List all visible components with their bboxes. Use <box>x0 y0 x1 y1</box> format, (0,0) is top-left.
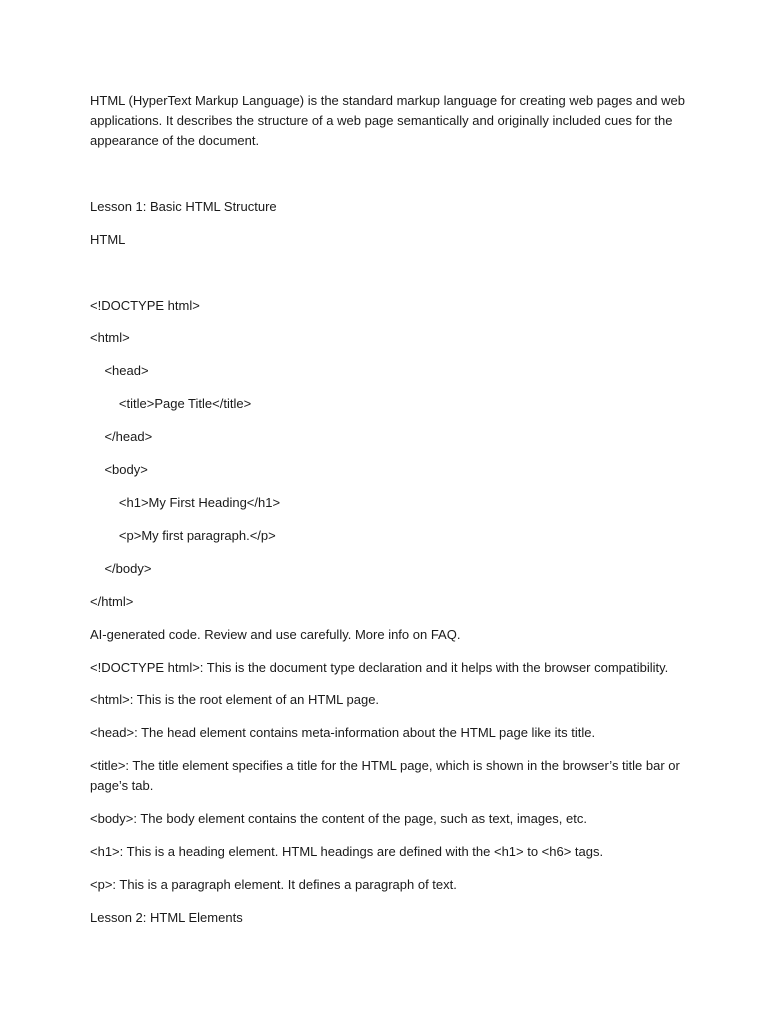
lesson-1-heading: Lesson 1: Basic HTML Structure <box>90 199 277 214</box>
explanation-p: <p>: This is a paragraph element. It defines a paragraph of text. <box>90 877 457 892</box>
code-line: <title>Page Title</title> <box>90 396 252 411</box>
explanation-doctype: <!DOCTYPE html>: This is the document type declaration and it helps with the browser compatibility. <box>90 660 669 675</box>
explanation-h1: <h1>: This is a heading element. HTML headings are defined with the <h1> to <h6> tags. <box>90 844 604 859</box>
explanation-head: <head>: The head element contains meta-information about the HTML page like its title. <box>90 725 596 740</box>
code-line: <html> <box>90 330 130 345</box>
code-line: </head> <box>90 429 153 444</box>
intro-paragraph: HTML (HyperText Markup Language) is the standard markup language for creating web pages and web applications. It describes the structure of a web page semantically and originally included cues for the appearance of the document. <box>90 93 689 148</box>
code-line: <h1>My First Heading</h1> <box>90 495 281 510</box>
code-line: <p>My first paragraph.</p> <box>90 528 276 543</box>
explanation-html: <html>: This is the root element of an HTML page. <box>90 692 380 707</box>
code-language-label: HTML <box>90 232 126 247</box>
explanation-body: <body>: The body element contains the content of the page, such as text, images, etc. <box>90 811 587 826</box>
code-line: </body> <box>90 561 152 576</box>
explanation-title: <title>: The title element specifies a title for the HTML page, which is shown in the browser’s title bar or page’s tab. <box>90 758 684 793</box>
code-line: </html> <box>90 594 134 609</box>
ai-generated-note: AI-generated code. Review and use carefully. More info on FAQ. <box>90 627 461 642</box>
code-line: <head> <box>90 363 149 378</box>
code-line: <body> <box>90 462 148 477</box>
code-line: <!DOCTYPE html> <box>90 298 200 313</box>
lesson-2-heading: Lesson 2: HTML Elements <box>90 910 243 925</box>
